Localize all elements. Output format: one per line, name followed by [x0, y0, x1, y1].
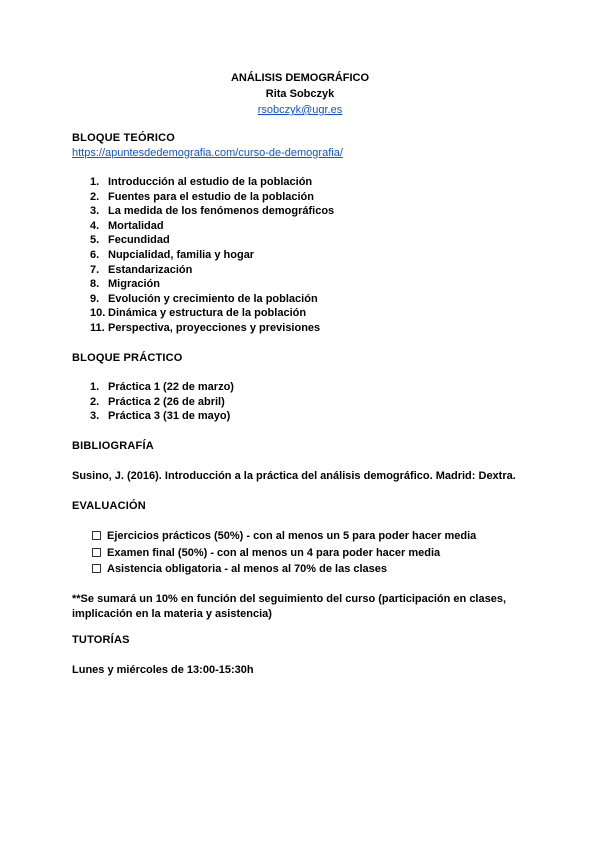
practice-heading: BLOQUE PRÁCTICO: [72, 352, 183, 364]
list-item: 3. Práctica 3 (31 de mayo): [90, 410, 231, 423]
evaluation-note: **Se sumará un 10% en función del seguimiento del curso (participación en clases, implicación en la materia y asistencia): [72, 593, 507, 620]
list-item: 3. La medida de los fenómenos demográficos: [90, 205, 335, 218]
bibliography-reference: Susino, J. (2016). Introducción a la práctica del análisis demográfico. Madrid: Dextra.: [72, 470, 516, 482]
tutoring-schedule: Lunes y miércoles de 13:00-15:30h: [72, 664, 254, 676]
list-item: 6. Nupcialidad, familia y hogar: [90, 248, 255, 261]
list-item: 2. Fuentes para el estudio de la población: [90, 190, 314, 203]
evaluation-heading: EVALUACIÓN: [72, 500, 146, 512]
list-item: 1. Práctica 1 (22 de marzo): [90, 381, 234, 393]
list-item: 8. Migración: [90, 278, 160, 291]
document-title: ANÁLISIS DEMOGRÁFICO: [230, 72, 370, 84]
author-name: Rita Sobczyk: [265, 88, 335, 100]
bibliography-heading: BIBLIOGRAFÍA: [72, 440, 154, 452]
checklist-item: Asistencia obligatoria - al menos al 70% de las clases: [72, 561, 476, 578]
checkbox[interactable]: [92, 531, 101, 540]
checkbox[interactable]: [92, 548, 101, 557]
list-item: 5. Fecundidad: [90, 234, 170, 247]
evaluation-checklist: [72, 528, 476, 578]
checklist-item: Examen final (50%) - con al menos un 4 para poder hacer media: [72, 545, 476, 562]
list-item: 2. Práctica 2 (26 de abril): [90, 395, 225, 408]
practice-list: [72, 380, 234, 424]
list-item: 9. Evolución y crecimiento de la población: [90, 292, 318, 305]
list-item: 1. Introducción al estudio de la población: [90, 176, 313, 188]
list-item: 11. Perspectiva, proyecciones y previsiones: [90, 321, 321, 334]
tutoring-heading: TUTORÍAS: [72, 634, 130, 646]
list-item: 10. Dinámica y estructura de la población: [90, 307, 307, 320]
author-email-row: [0, 104, 600, 116]
theory-topic-list: [72, 175, 334, 336]
theory-heading: BLOQUE TEÓRICO: [72, 132, 176, 144]
course-url-link[interactable]: https://apuntesdedemografia.com/curso-de-demografia/: [72, 147, 343, 159]
author-email-link[interactable]: rsobczyk@ugr.es: [257, 104, 343, 116]
theory-url-row: [72, 147, 343, 159]
list-item: 7. Estandarización: [90, 263, 193, 276]
list-item: 4. Mortalidad: [90, 219, 164, 232]
checkbox[interactable]: [92, 564, 101, 573]
checklist-item: Ejercicios prácticos (50%) - con al menos un 5 para poder hacer media: [72, 528, 476, 545]
